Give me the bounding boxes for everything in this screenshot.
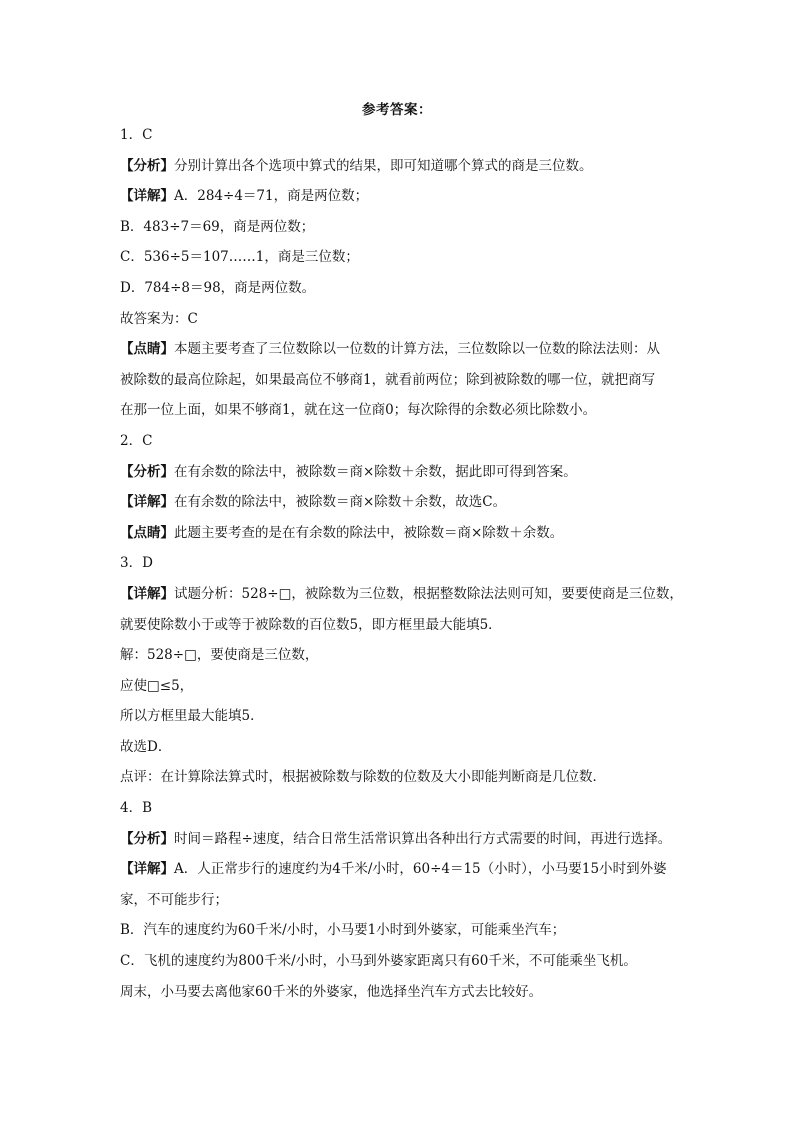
text-line (120, 732, 690, 763)
section-tag: 【详解】 (120, 861, 174, 878)
line-text: 被除数的最高位除起，如果最高位不够商1，就看前两位；除到被除数的哪一位，就把商写 (120, 371, 656, 388)
line-text: D．784÷8＝98，商是两位数。 (120, 279, 316, 296)
line-text: 在那一位上面，如果不够商1，就在这一位商0；每次除得的余数必须比除数小。 (120, 402, 597, 419)
text-line (120, 548, 690, 579)
text-line (120, 334, 690, 365)
text-line (120, 915, 690, 946)
line-text: 本题主要考查了三位数除以一位数的计算方法，三位数除以一位数的除法法则：从 (174, 341, 660, 358)
line-text: 3．D (120, 555, 153, 572)
line-text: 家，不可能步行； (120, 891, 228, 908)
line-text: 在有余数的除法中，被除数＝商×除数＋余数，故选C。 (174, 494, 507, 511)
text-line (120, 212, 690, 243)
text-line (120, 395, 690, 426)
line-text: A．人正常步行的速度约为4千米/小时，60÷4＝15（小时），小马要15小时到外婆 (174, 861, 667, 878)
line-text: 在有余数的除法中，被除数＝商×除数＋余数，据此即可得到答案。 (174, 463, 577, 480)
line-text: 周末，小马要去离他家60千米的外婆家，他选择坐汽车方式去比较好。 (120, 983, 543, 1000)
text-line (120, 885, 690, 916)
line-text: 点评：在计算除法算式时，根据被除数与除数的位数及大小即能判断商是几位数． (120, 769, 606, 786)
line-text: 应使□≤5， (120, 677, 194, 694)
text-line (120, 151, 690, 182)
text-line (120, 181, 690, 212)
line-text: 4．B (120, 800, 153, 817)
line-text: B．483÷7＝69，商是两位数； (120, 218, 315, 235)
line-text: C．536÷5＝107……1，商是三位数； (120, 249, 359, 266)
text-line (120, 579, 690, 610)
text-line (120, 824, 690, 855)
section-tag: 【详解】 (120, 188, 174, 205)
line-text: 解：528÷□，要使商是三位数， (120, 647, 319, 664)
section-tag: 【点睛】 (120, 524, 174, 541)
text-line (120, 610, 690, 641)
text-line (120, 365, 690, 396)
text-line (120, 457, 690, 488)
text-line (120, 854, 690, 885)
line-text: 就要使除数小于或等于被除数的百位数5，即方框里最大能填5． (120, 616, 502, 633)
line-text: B．汽车的速度约为60千米/小时，小马要1小时到外婆家，可能乘坐汽车； (120, 922, 566, 939)
text-line (120, 487, 690, 518)
text-line (120, 242, 690, 273)
text-line (120, 946, 690, 977)
text-line (120, 304, 690, 335)
text-line (120, 671, 690, 702)
line-text: C．飞机的速度约为800千米/小时，小马到外婆家距离只有60千米，不可能乘坐飞机。 (120, 953, 637, 970)
text-line (120, 793, 690, 824)
text-line (120, 640, 690, 671)
page-title: 参考答案： (362, 102, 432, 118)
line-text: A．284÷4＝71，商是两位数； (174, 188, 369, 205)
line-text: 所以方框里最大能填5． (120, 708, 264, 725)
text-line (120, 977, 690, 1008)
line-text: 此题主要考查的是在有余数的除法中，被除数＝商×除数＋余数。 (174, 524, 564, 541)
section-tag: 【分析】 (120, 463, 174, 480)
line-text: 试题分析：528÷□，被除数为三位数，根据整数除法法则可知，要要使商是三位数， (174, 585, 683, 602)
line-text: 故答案为：C (120, 310, 198, 327)
section-tag: 【详解】 (120, 585, 174, 602)
section-tag: 【点睛】 (120, 341, 174, 358)
line-text: 时间＝路程÷速度，结合日常生活常识算出各种出行方式需要的时间，再进行选择。 (174, 830, 672, 847)
text-line (120, 518, 690, 549)
line-text: 故选D． (120, 738, 172, 755)
section-tag: 【分析】 (120, 157, 174, 174)
text-line (120, 273, 690, 304)
line-text: 2．C (120, 432, 153, 449)
answer-body (120, 120, 690, 1007)
section-tag: 【详解】 (120, 494, 174, 511)
line-text: 1．C (120, 127, 153, 143)
text-line (120, 120, 690, 151)
text-line (120, 426, 690, 457)
text-line (120, 701, 690, 732)
text-line (120, 762, 690, 793)
section-tag: 【分析】 (120, 830, 174, 847)
line-text: 分别计算出各个选项中算式的结果，即可知道哪个算式的商是三位数。 (174, 157, 593, 174)
